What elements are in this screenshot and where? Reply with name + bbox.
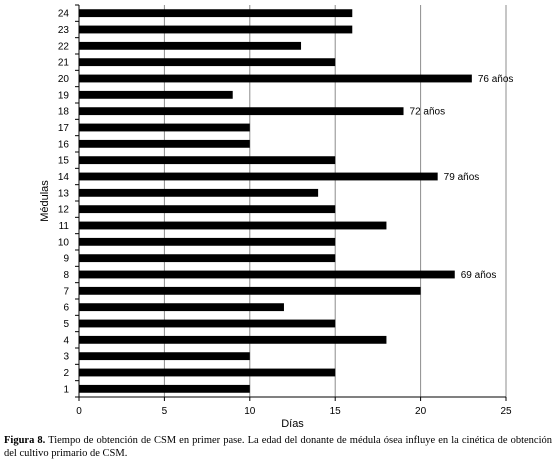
bar-14: [79, 173, 438, 181]
y-tick-label: 16: [57, 139, 69, 151]
bar-annotation: 79 años: [443, 172, 480, 183]
bar-19: [79, 91, 233, 99]
bar-22: [79, 42, 301, 50]
y-tick-label: 8: [63, 270, 69, 281]
bar-18: [79, 107, 404, 115]
y-tick-label: 7: [63, 286, 69, 298]
y-tick-label: 19: [57, 90, 69, 102]
bar-24: [79, 9, 352, 17]
bar-annotation: 76 años: [477, 74, 514, 85]
bar-1: [79, 385, 250, 393]
x-tick-label: 5: [161, 406, 168, 417]
figure-caption: [4, 434, 552, 460]
y-tick-label: 4: [63, 335, 69, 347]
bar-3: [79, 352, 250, 360]
bar-23: [79, 26, 352, 34]
y-tick-label: 3: [63, 351, 69, 363]
y-tick-label: 13: [57, 188, 69, 200]
x-tick-label: 15: [329, 406, 341, 417]
y-tick-label: 9: [63, 253, 69, 265]
y-tick-label: 20: [57, 74, 69, 85]
bar-16: [79, 140, 250, 148]
bar-6: [79, 303, 284, 311]
bar-21: [79, 58, 335, 66]
x-tick-label: 0: [76, 406, 82, 417]
x-tick-labels: [76, 406, 512, 417]
y-tick-label: 24: [57, 8, 69, 20]
bar-11: [79, 222, 386, 230]
bar-20: [79, 75, 472, 83]
bar-9: [79, 254, 335, 262]
caption-text: Tiempo de obtención de CSM en primer pase. La edad del donante de médula ósea influye en la cinética de obtención del cultivo primario de CSM.: [4, 435, 552, 459]
bar-13: [79, 189, 318, 197]
y-tick-labels: [58, 9, 70, 396]
y-axis-title: Médulas: [39, 180, 51, 222]
x-tick-label: 20: [415, 406, 427, 417]
bar-10: [79, 238, 335, 246]
y-tick-label: 17: [57, 123, 69, 134]
y-tick-label: 6: [63, 302, 69, 314]
y-tick-label: 1: [63, 384, 69, 396]
y-tick-label: 5: [63, 319, 69, 330]
y-tick-label: 15: [57, 155, 69, 167]
bar-2: [79, 369, 335, 377]
bar-4: [79, 336, 386, 344]
y-tick-label: 2: [63, 368, 69, 379]
y-tick-label: 22: [57, 41, 69, 53]
y-tick-label: 10: [57, 237, 69, 249]
y-tick-label: 18: [57, 106, 69, 118]
x-tick-label: 25: [500, 406, 512, 417]
bar-15: [79, 156, 335, 164]
bars: [79, 9, 472, 393]
bar-annotation: 72 años: [409, 106, 446, 118]
y-tick-label: 11: [58, 221, 69, 232]
x-tick-label: 10: [244, 406, 256, 417]
y-tick-label: 23: [57, 25, 69, 36]
y-tick-label: 14: [57, 172, 69, 183]
bar-17: [79, 124, 250, 132]
bar-7: [79, 287, 421, 295]
x-axis-title: Días: [281, 418, 304, 430]
y-tick-label: 21: [57, 57, 69, 69]
bar-8: [79, 271, 455, 279]
bar-12: [79, 205, 335, 213]
y-tick-label: 12: [57, 204, 69, 216]
caption-lead: Figura 8.: [4, 435, 46, 446]
bar-5: [79, 320, 335, 328]
bar-annotation: 69 años: [460, 270, 497, 281]
